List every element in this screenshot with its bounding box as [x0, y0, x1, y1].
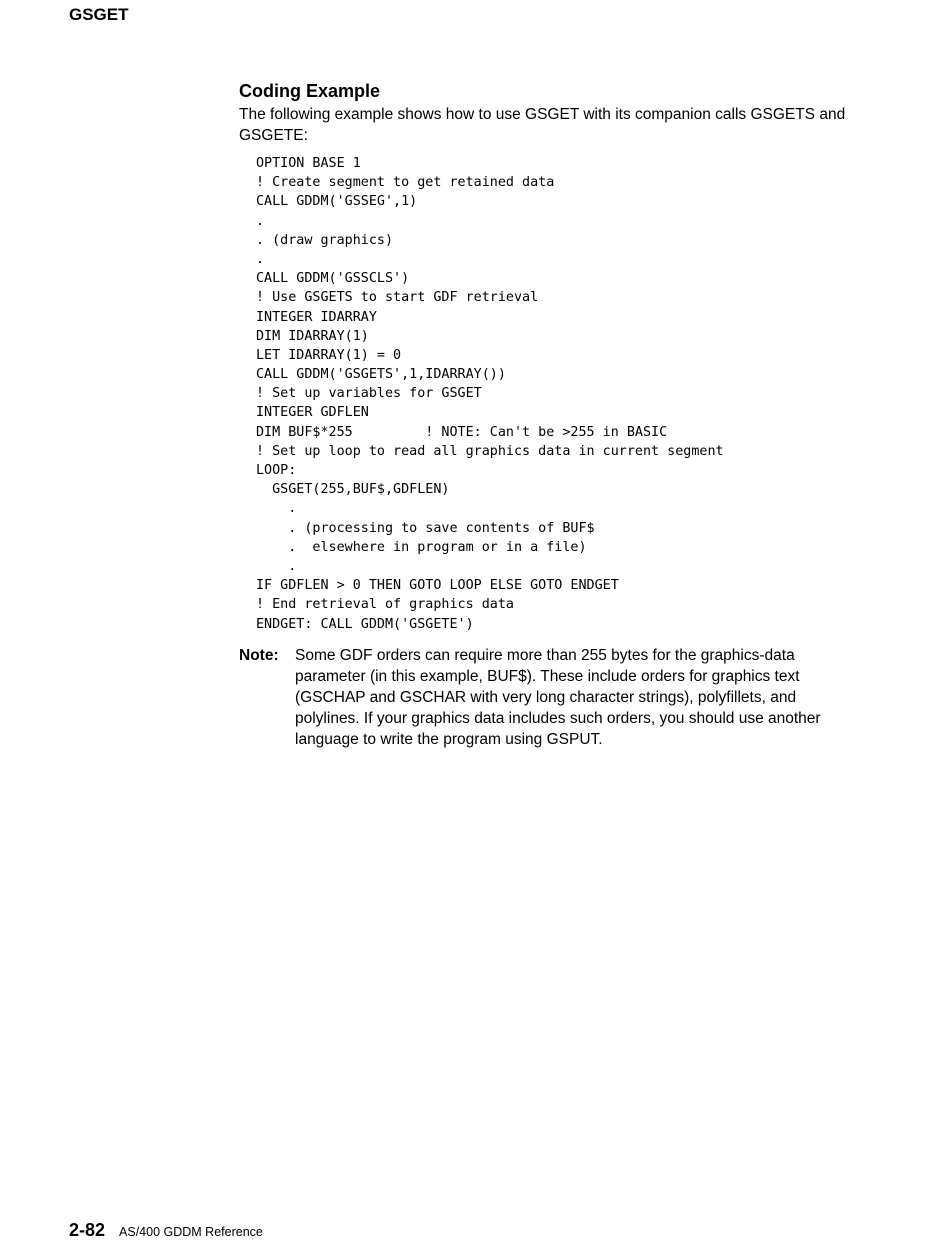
code-line: ! Use GSGETS to start GDF retrieval	[256, 290, 539, 306]
code-line: CALL GDDM('GSGETS',1,IDARRAY())	[256, 367, 506, 383]
running-head: GSGET	[69, 5, 129, 24]
code-line: ! Set up loop to read all graphics data in current segment	[256, 443, 724, 459]
code-line: OPTION BASE 1	[256, 156, 361, 171]
code-line: CALL GDDM('GSSCLS')	[256, 271, 410, 287]
code-line: LOOP:	[256, 463, 297, 478]
code-line: ENDGET: CALL GDDM('GSGETE')	[256, 616, 474, 632]
code-line: LET IDARRAY(1) = 0	[256, 347, 402, 363]
code-line: DIM IDARRAY(1)	[256, 328, 369, 344]
note-text: Some GDF orders can require more than 255 bytes for the graphics-data parameter (in this example, BUF$). These include orders for graphics text (GSCHAP and GSCHAR with very long character strings), polyfillets, and polylines. If your graphics data includes such orders, you should use another language to write the program using GSPUT.	[295, 647, 821, 748]
code-line: . (processing to save contents of BUF$	[256, 520, 595, 536]
code-line: .	[256, 251, 265, 267]
code-line: GSGET(255,BUF$,GDFLEN)	[256, 482, 450, 498]
code-line: ! End retrieval of graphics data	[256, 597, 514, 613]
code-line: .	[256, 558, 297, 574]
code-line: DIM BUF$*255 ! NOTE: Can't be >255 in BASIC	[256, 424, 668, 440]
code-line: IF GDFLEN > 0 THEN GOTO LOOP ELSE GOTO ENDGET	[256, 578, 619, 594]
code-line: INTEGER GDFLEN	[256, 405, 369, 421]
intro-paragraph: The following example shows how to use GSGET with its companion calls GSGETS and GSGETE:	[239, 106, 846, 144]
code-line: . (draw graphics)	[256, 232, 394, 248]
code-line: CALL GDDM('GSSEG',1)	[256, 194, 418, 210]
book-title: AS/400 GDDM Reference	[119, 1225, 263, 1239]
code-line: ! Set up variables for GSGET	[256, 386, 482, 402]
code-line: ! Create segment to get retained data	[256, 175, 555, 191]
code-line: INTEGER IDARRAY	[256, 309, 377, 325]
code-example	[256, 154, 724, 634]
page-number: 2-82	[69, 1220, 106, 1240]
note-label: Note:	[239, 647, 279, 664]
section-title: Coding Example	[239, 81, 381, 101]
code-line: .	[256, 213, 265, 229]
page-footer	[69, 1220, 263, 1241]
code-line: .	[256, 501, 297, 517]
code-line: . elsewhere in program or in a file)	[256, 539, 587, 555]
